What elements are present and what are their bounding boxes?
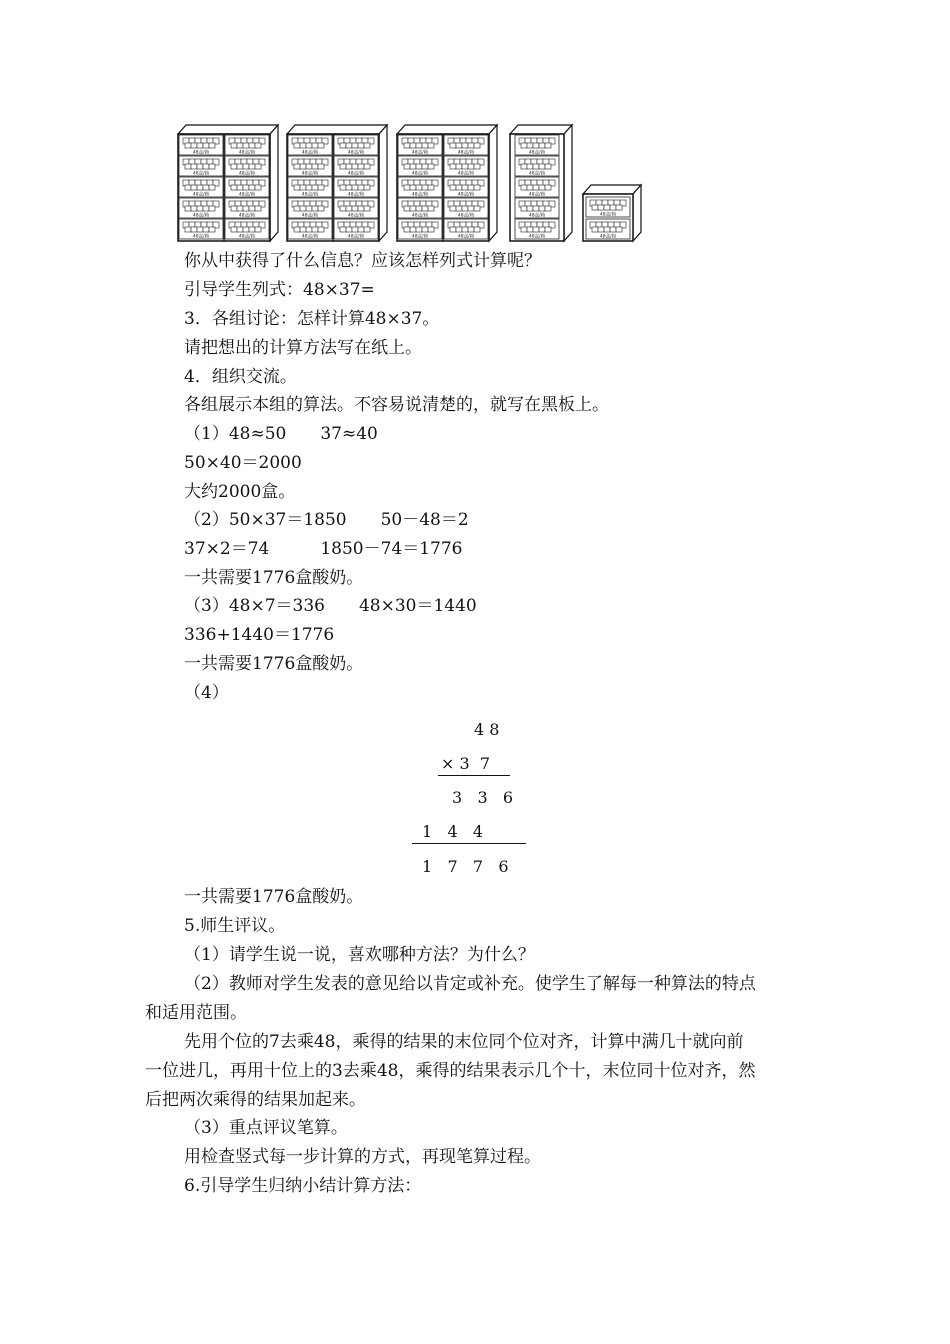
text-line: 你从中获得了什么信息？应该怎样列式计算呢？	[184, 251, 541, 271]
vertical-calc-rule-1	[438, 775, 510, 776]
shelf-1	[178, 125, 278, 241]
vertical-calc-multiplier: × 3 7	[441, 754, 491, 773]
text-line: 5.师生评议。	[184, 916, 286, 936]
text-line: 37×2＝74 1850－74＝1776	[184, 539, 463, 559]
shelf-3	[397, 125, 497, 241]
text-line: 4．组织交流。	[184, 367, 297, 387]
text-line: 用检查竖式每一步计算的方式，再现笔算过程。	[184, 1147, 541, 1167]
yogurt-shelves-illustration	[175, 122, 645, 244]
text-line: 各组展示本组的算法。不容易说清楚的，就写在黑板上。	[184, 395, 609, 415]
text-line: 大约2000盒。	[184, 482, 296, 502]
shelf-4	[510, 125, 572, 241]
text-line: （1）48≈50 37≈40	[184, 424, 378, 444]
text-line: 后把两次乘得的结果加起来。	[145, 1090, 366, 1110]
text-line: （3）48×7＝336 48×30＝1440	[184, 596, 477, 616]
text-line: 一共需要1776盒酸奶。	[184, 654, 364, 674]
text-line: 一共需要1776盒酸奶。	[184, 887, 364, 907]
text-line: 一位进几，再用十位上的3去乘48，乘得的结果表示几个十，末位同十位对齐，然	[145, 1061, 756, 1081]
shelf-2	[287, 125, 387, 241]
text-line: 50×40＝2000	[184, 453, 302, 473]
text-line: 引导学生列式：48×37=	[184, 280, 375, 300]
vertical-calc-partial-2: 1 4 4	[422, 822, 484, 841]
shelf-5	[583, 185, 641, 241]
text-line: 336+1440＝1776	[184, 625, 335, 645]
text-line: 6.引导学生归纳小结计算方法：	[184, 1176, 422, 1196]
vertical-calc-multiplicand: 4 8	[474, 720, 500, 739]
text-line: 请把想出的计算方法写在纸上。	[184, 338, 422, 358]
text-line: 3．各组讨论：怎样计算48×37。	[184, 309, 440, 329]
text-line: 和适用范围。	[145, 1003, 247, 1023]
text-line: （1）请学生说一说，喜欢哪种方法？为什么？	[184, 945, 535, 965]
text-line: （4）	[184, 683, 229, 703]
vertical-calc-rule-2	[412, 843, 526, 844]
vertical-calc-result: 1 7 7 6	[422, 857, 509, 876]
text-line: （3）重点评议笔算。	[184, 1118, 348, 1138]
text-line: 一共需要1776盒酸奶。	[184, 568, 364, 588]
text-line: （2）教师对学生发表的意见给以肯定或补充。使学生了解每一种算法的特点	[184, 974, 756, 994]
vertical-calc-partial-1: 3 3 6	[452, 788, 514, 807]
text-line: 先用个位的7去乘48，乘得的结果的末位同个位对齐，计算中满几十就向前	[184, 1032, 744, 1052]
text-line: （2）50×37＝1850 50－48＝2	[184, 510, 469, 530]
